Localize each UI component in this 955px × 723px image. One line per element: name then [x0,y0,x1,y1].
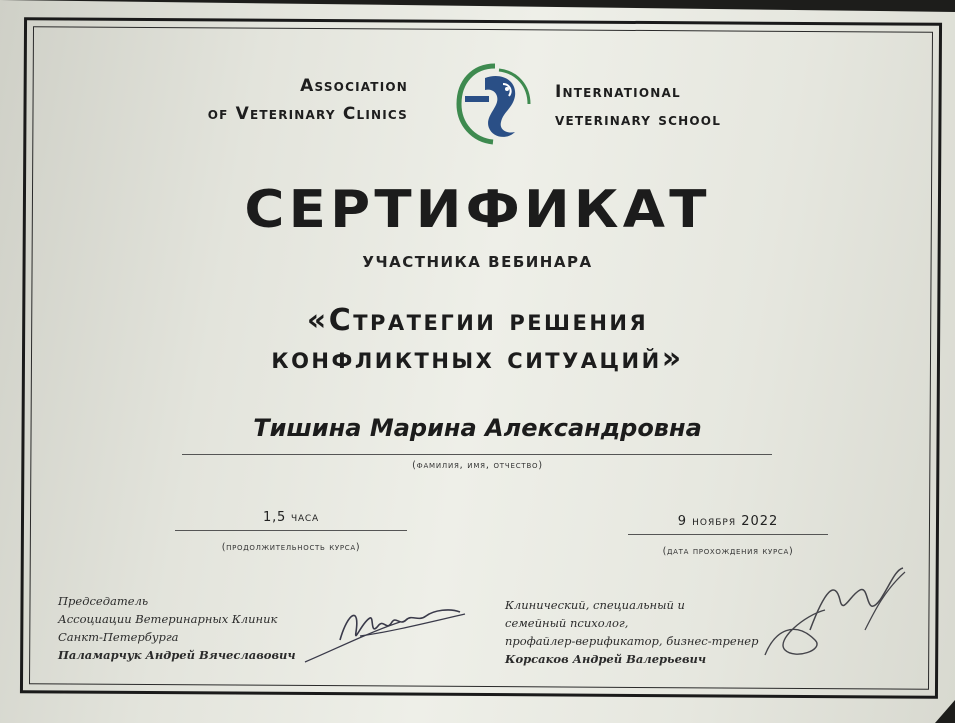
dog-head-logo-icon [455,62,535,146]
date-caption: (дата прохождения курса) [662,546,794,557]
date-underline [628,534,828,535]
duration-caption: (продолжительность курса) [221,542,361,553]
org-left-line1: Association [300,76,408,96]
name-underline [182,454,772,455]
signatory-right-line1: Клинический, специальный и [505,598,685,612]
participant-name: Тишина Марина Александровна [253,414,702,442]
duration-value: 1,5 часа [263,510,319,525]
org-right-line1: International [555,82,681,102]
signatory-left-line1: Председатель [58,594,149,608]
certificate-title: СЕРТИФИКАТ [244,180,711,240]
participant-name-caption: (фамилия, имя, отчество) [412,460,543,471]
signatory-left-line3: Санкт-Петербурга [58,630,179,644]
org-right-line2: veterinary school [555,110,722,130]
org-left-line2: of Veterinary Clinics [207,104,408,124]
signatory-right-line2: семейный психолог, [505,616,629,630]
webinar-title-line1: «Стратегии решения [306,303,649,338]
duration-underline [175,530,407,531]
signature-left-icon [300,592,480,672]
org-right [555,78,815,134]
webinar-title [0,302,955,378]
signatory-right [505,596,780,668]
signature-right-icon [755,560,915,675]
webinar-title-line2: конфликтных ситуаций» [271,341,684,376]
signatory-left-name: Паламарчук Андрей Вячеславович [58,648,296,662]
signatory-left [58,592,318,664]
org-left [130,72,408,128]
certificate-subtitle: УЧАСТНИКА ВЕБИНАРА [362,253,593,271]
date-value: 9 ноября 2022 [677,514,779,529]
signatory-right-line3: профайлер-верификатор, бизнес-тренер [505,634,759,648]
signatory-right-name: Корсаков Андрей Валерьевич [505,652,707,666]
signatory-left-line2: Ассоциации Ветеринарных Клиник [58,612,278,626]
